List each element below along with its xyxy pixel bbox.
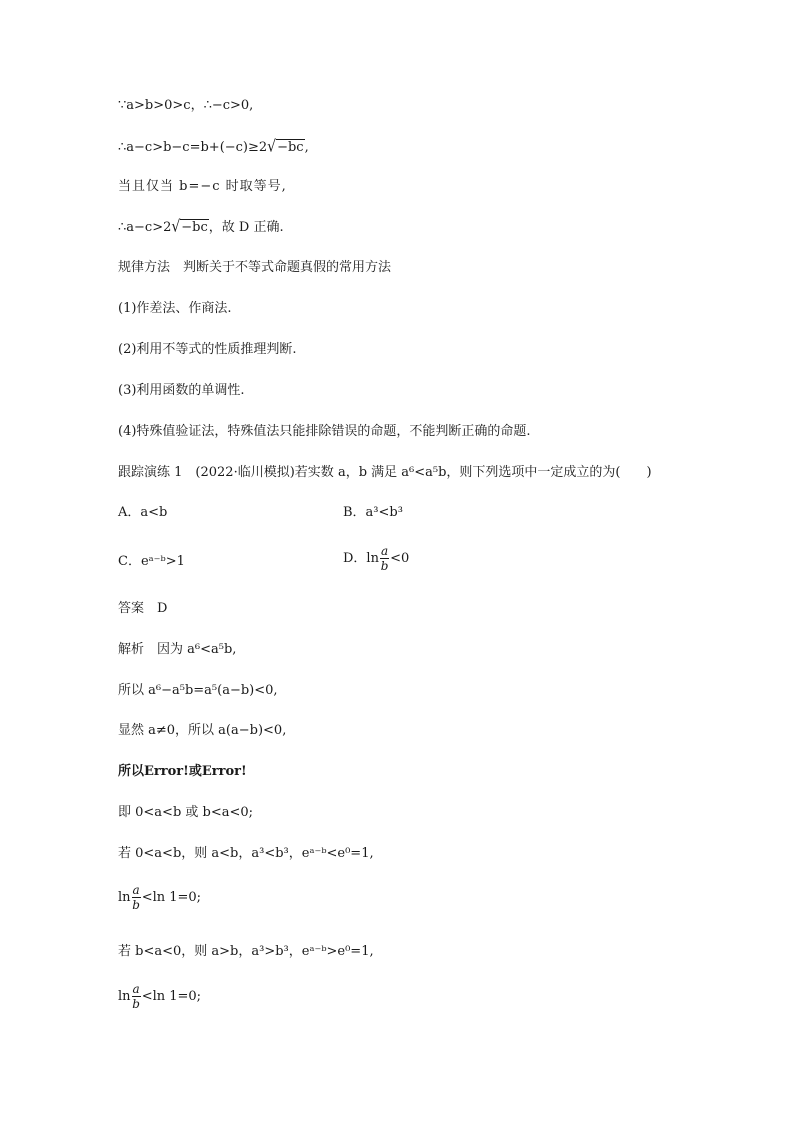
inequality-suffix: , bbox=[304, 140, 309, 155]
option-d-suffix: <0 bbox=[390, 551, 410, 566]
method-item-3: (3)利用函数的单调性. bbox=[118, 383, 245, 398]
option-a: A．a<b bbox=[118, 505, 168, 520]
option-d-prefix: D．ln bbox=[343, 551, 379, 566]
ln-prefix: ln bbox=[118, 890, 131, 905]
option-d-fraction bbox=[380, 545, 389, 572]
option-c: C．eᵃ⁻ᵇ>1 bbox=[118, 554, 185, 569]
fraction-numerator: a bbox=[380, 544, 389, 558]
solution-step-7 bbox=[118, 884, 201, 911]
ln-prefix-2: ln bbox=[118, 989, 131, 1004]
option-d bbox=[343, 545, 409, 572]
inequality-prefix: ∴a−c>b−c=b+(−c)≥2 bbox=[118, 140, 268, 155]
ln-suffix: <ln 1=0; bbox=[141, 890, 202, 905]
exercise-source: (2022·临川模拟)若实数 bbox=[195, 465, 334, 480]
ln-suffix-2: <ln 1=0; bbox=[141, 989, 202, 1004]
sqrt-expression-2: √−bc bbox=[171, 217, 208, 237]
fraction-numerator: a bbox=[132, 982, 140, 996]
exercise-label: 跟踪演练 1 bbox=[118, 465, 183, 480]
line-inequality bbox=[118, 138, 309, 157]
solution-step-4: 所以Error!或Error! bbox=[118, 764, 247, 779]
exercise-condition: a，b 满足 a⁶<a⁵b，则下列选项中一定成立的为( ) bbox=[337, 465, 652, 480]
fraction-numerator: a bbox=[132, 883, 140, 897]
line-conclusion bbox=[118, 218, 284, 237]
line-equality-condition: 当且仅当 b=−c 时取等号, bbox=[118, 179, 287, 194]
exercise-question bbox=[118, 464, 652, 482]
line-given: ∵a>b>0>c，∴−c>0, bbox=[118, 98, 254, 113]
sqrt-expression: √−bc bbox=[267, 137, 304, 157]
solution-step-2: 所以 a⁶−a⁵b=a⁵(a−b)<0, bbox=[118, 683, 278, 698]
solution-step-9 bbox=[118, 983, 201, 1010]
conclusion-suffix: ，故 D 正确. bbox=[208, 220, 284, 235]
solution-step-3: 显然 a≠0，所以 a(a−b)<0, bbox=[118, 723, 287, 738]
ln-fraction bbox=[132, 884, 141, 911]
radicand: −bc bbox=[277, 140, 304, 155]
solution-step-6: 若 0<a<b，则 a<b，a³<b³，eᵃ⁻ᵇ<e⁰=1, bbox=[118, 846, 374, 861]
method-item-1: (1)作差法、作商法. bbox=[118, 301, 232, 316]
fraction-denominator: b bbox=[132, 997, 140, 1011]
method-item-2: (2)利用不等式的性质推理判断. bbox=[118, 342, 297, 357]
solution-step-5: 即 0<a<b 或 b<a<0; bbox=[118, 805, 254, 820]
solution-step-1: 解析 因为 a⁶<a⁵b, bbox=[118, 642, 237, 657]
method-title: 规律方法 判断关于不等式命题真假的常用方法 bbox=[118, 260, 392, 275]
ln-fraction-2 bbox=[132, 983, 141, 1010]
fraction-denominator: b bbox=[132, 898, 140, 912]
solution-step-8: 若 b<a<0，则 a>b，a³>b³，eᵃ⁻ᵇ>e⁰=1, bbox=[118, 944, 374, 959]
conclusion-prefix: ∴a−c>2 bbox=[118, 220, 172, 235]
fraction-denominator: b bbox=[380, 559, 389, 573]
radicand-2: −bc bbox=[181, 220, 208, 235]
option-b: B．a³<b³ bbox=[343, 505, 403, 520]
method-item-4: (4)特殊值验证法，特殊值法只能排除错误的命题，不能判断正确的命题. bbox=[118, 424, 531, 439]
answer-label: 答案 D bbox=[118, 601, 168, 616]
